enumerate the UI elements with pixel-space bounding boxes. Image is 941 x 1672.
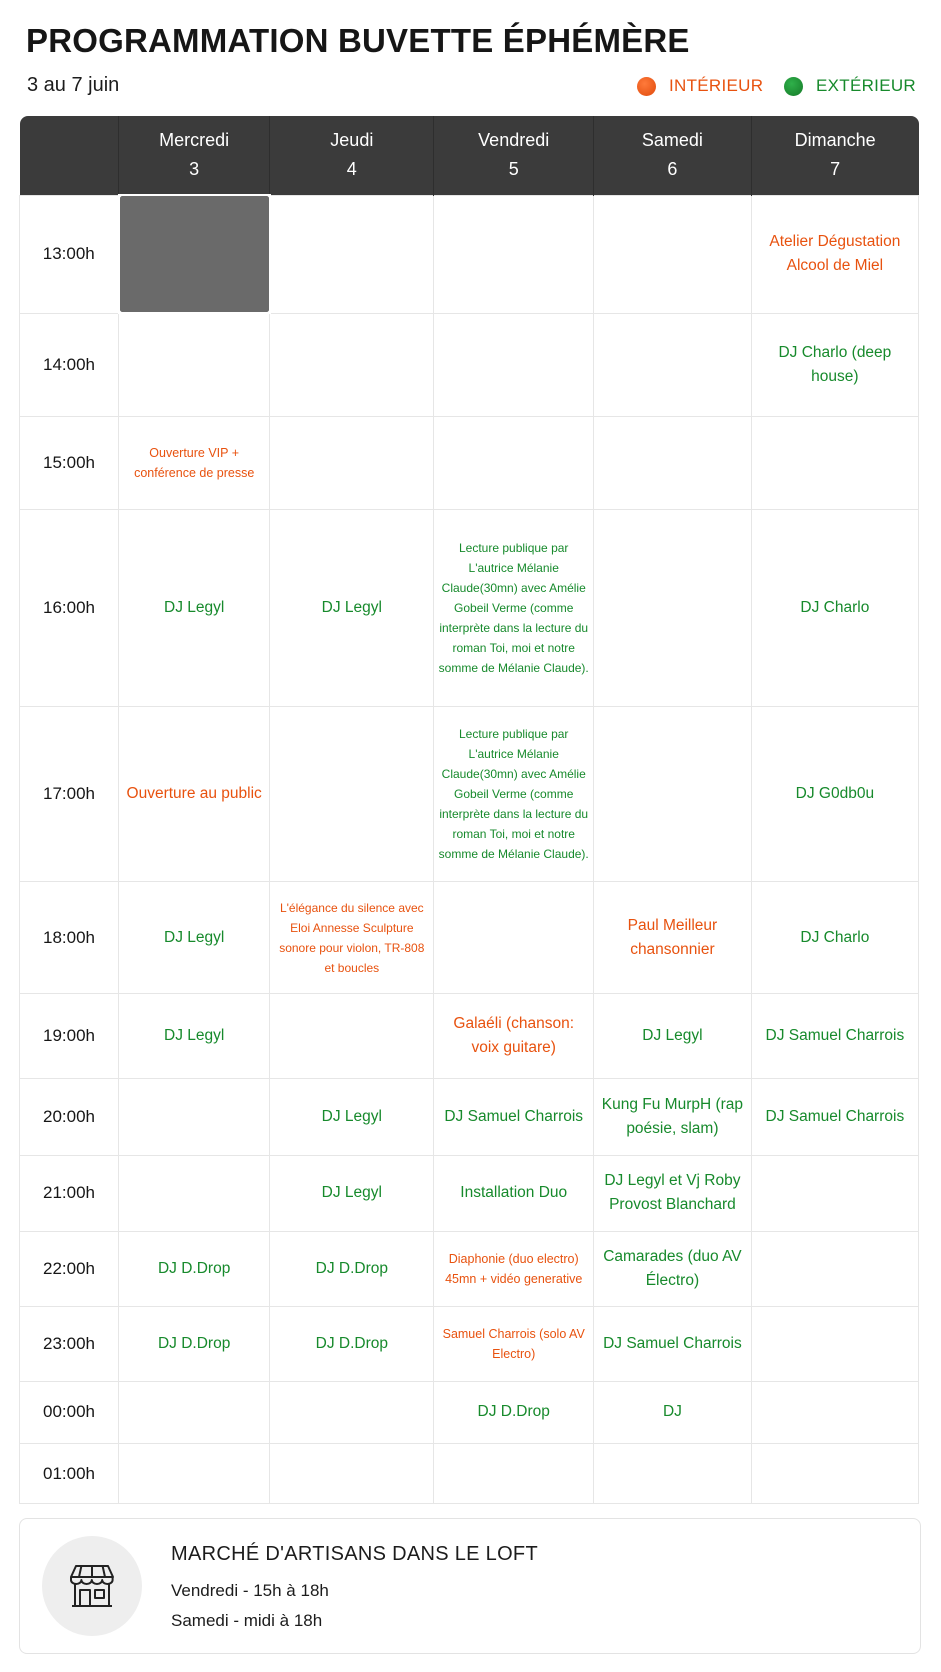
event-cell: Lecture publique par L'autrice Mélanie Claude(30mn) avec Amélie Gobeil Verme (comme interprète dans la lecture du roman Toi, moi et notre somme de Mélanie Claude). <box>434 510 594 707</box>
event-cell: DJ D.Drop <box>270 1307 434 1381</box>
green-dot-icon <box>784 77 803 96</box>
event-cell: DJ <box>594 1381 752 1444</box>
empty-slot <box>594 1444 752 1504</box>
legend-interior-label: INTÉRIEUR <box>669 76 764 95</box>
day-number: 6 <box>667 159 678 180</box>
event-cell: DJ Legyl et Vj Roby Provost Blanchard <box>594 1156 752 1232</box>
event-cell: DJ Samuel Charrois <box>751 1079 918 1156</box>
event-cell: DJ Charlo <box>751 881 918 994</box>
legend-exterior <box>784 76 916 96</box>
event-cell: DJ Samuel Charrois <box>434 1079 594 1156</box>
event-cell: Samuel Charrois (solo AV Electro) <box>434 1307 594 1381</box>
hour-row-01 <box>20 1444 919 1504</box>
empty-slot <box>119 1381 270 1444</box>
empty-slot <box>270 707 434 881</box>
hour-row-14 <box>20 313 919 416</box>
event-cell: Paul Meilleur chansonnier <box>594 881 752 994</box>
event-cell: DJ Legyl <box>119 881 270 994</box>
event-cell: DJ Charlo <box>751 510 918 707</box>
event-cell: DJ Legyl <box>270 1079 434 1156</box>
event-cell: DJ D.Drop <box>119 1231 270 1307</box>
empty-slot <box>434 195 594 313</box>
day-number: 7 <box>830 159 841 180</box>
empty-slot <box>751 416 918 510</box>
day-header-dimanche <box>751 116 918 195</box>
hour-row-20 <box>20 1079 919 1156</box>
time-label: 23:00h <box>20 1307 119 1381</box>
empty-slot <box>270 994 434 1079</box>
time-label: 21:00h <box>20 1156 119 1232</box>
event-cell: DJ Legyl <box>594 994 752 1079</box>
time-label: 20:00h <box>20 1079 119 1156</box>
time-label: 14:00h <box>20 313 119 416</box>
event-cell: Kung Fu MurpH (rap poésie, slam) <box>594 1079 752 1156</box>
empty-slot <box>270 195 434 313</box>
empty-slot <box>751 1231 918 1307</box>
market-icon-badge <box>42 1536 142 1636</box>
event-cell: DJ Legyl <box>270 510 434 707</box>
day-number: 4 <box>346 159 357 180</box>
day-header-mercredi <box>119 116 270 195</box>
event-cell: Lecture publique par L'autrice Mélanie Claude(30mn) avec Amélie Gobeil Verme (comme interprète dans la lecture du roman Toi, moi et notre somme de Mélanie Claude). <box>434 707 594 881</box>
day-name: Jeudi <box>330 130 374 151</box>
hour-row-22 <box>20 1231 919 1307</box>
event-cell: Atelier Dégustation Alcool de Miel <box>751 195 918 313</box>
time-label: 00:00h <box>20 1381 119 1444</box>
market-hours-saturday: Samedi - midi à 18h <box>171 1611 323 1630</box>
empty-slot <box>119 1444 270 1504</box>
empty-slot <box>594 313 752 416</box>
orange-dot-icon <box>637 77 656 96</box>
event-cell: DJ G0db0u <box>751 707 918 881</box>
day-header-vendredi <box>434 116 594 195</box>
day-name: Vendredi <box>478 130 550 151</box>
time-label: 16:00h <box>20 510 119 707</box>
legend-exterior-label: EXTÉRIEUR <box>816 76 916 95</box>
market-hours-friday: Vendredi - 15h à 18h <box>171 1581 329 1600</box>
empty-slot <box>434 313 594 416</box>
empty-slot <box>594 416 752 510</box>
day-name: Samedi <box>641 130 703 151</box>
event-cell: Camarades (duo AV Électro) <box>594 1231 752 1307</box>
page-title: PROGRAMMATION BUVETTE ÉPHÉMÈRE <box>26 22 690 59</box>
day-number: 5 <box>508 159 519 180</box>
event-cell: DJ Legyl <box>119 994 270 1079</box>
empty-slot <box>751 1381 918 1444</box>
date-range: 3 au 7 juin <box>27 74 120 96</box>
empty-slot <box>270 416 434 510</box>
empty-slot <box>434 1444 594 1504</box>
empty-slot <box>751 1156 918 1232</box>
time-label: 18:00h <box>20 881 119 994</box>
hour-row-16 <box>20 510 919 707</box>
event-cell: L'élégance du silence avec Eloi Annesse Sculpture sonore pour violon, TR-808 et boucles <box>270 881 434 994</box>
hour-row-13 <box>20 195 919 313</box>
event-cell: DJ Legyl <box>270 1156 434 1232</box>
day-name: Mercredi <box>159 130 230 150</box>
event-cell: DJ D.Drop <box>270 1231 434 1307</box>
market-title: MARCHÉ D'ARTISANS DANS LE LOFT <box>171 1543 538 1565</box>
artisan-market-card <box>19 1518 921 1654</box>
event-cell: DJ Samuel Charrois <box>594 1307 752 1381</box>
empty-slot <box>594 707 752 881</box>
time-label: 13:00h <box>20 195 119 313</box>
time-label: 19:00h <box>20 994 119 1079</box>
hour-row-17 <box>20 707 919 881</box>
event-cell: Ouverture au public <box>119 707 270 881</box>
empty-slot <box>751 1444 918 1504</box>
event-cell: DJ D.Drop <box>119 1307 270 1381</box>
time-label: 17:00h <box>20 707 119 881</box>
day-header-samedi <box>594 116 752 195</box>
hour-row-21 <box>20 1156 919 1232</box>
event-cell: DJ Legyl <box>119 510 270 707</box>
event-cell: DJ D.Drop <box>434 1381 594 1444</box>
empty-slot <box>119 313 270 416</box>
time-label: 01:00h <box>20 1444 119 1504</box>
schedule-table <box>19 116 919 1504</box>
event-cell: Diaphonie (duo electro) 45mn + vidéo generative <box>434 1231 594 1307</box>
placeholder-block <box>119 195 270 313</box>
empty-slot <box>434 416 594 510</box>
hour-row-23 <box>20 1307 919 1381</box>
empty-slot <box>270 1381 434 1444</box>
empty-slot <box>270 1444 434 1504</box>
hour-row-18 <box>20 881 919 994</box>
empty-slot <box>434 881 594 994</box>
day-header-jeudi <box>270 116 434 195</box>
hour-row-15 <box>20 416 919 510</box>
empty-slot <box>119 1079 270 1156</box>
empty-slot <box>119 1156 270 1232</box>
day-header-row <box>20 116 919 195</box>
day-name: Dimanche <box>794 130 876 151</box>
time-label: 22:00h <box>20 1231 119 1307</box>
event-cell: Ouverture VIP + conférence de presse <box>119 416 270 510</box>
empty-slot <box>270 313 434 416</box>
corner-cell <box>20 116 119 195</box>
empty-slot <box>594 195 752 313</box>
hour-row-19 <box>20 994 919 1079</box>
empty-slot <box>751 1307 918 1381</box>
event-cell: Installation Duo <box>434 1156 594 1232</box>
legend-interior <box>637 76 763 96</box>
day-number: 3 <box>189 159 200 179</box>
event-cell: DJ Charlo (deep house) <box>751 313 918 416</box>
time-label: 15:00h <box>20 416 119 510</box>
event-cell: DJ Samuel Charrois <box>751 994 918 1079</box>
hour-row-00 <box>20 1381 919 1444</box>
market-stall-icon <box>66 1560 118 1612</box>
empty-slot <box>594 510 752 707</box>
event-cell: Galaéli (chanson: voix guitare) <box>434 994 594 1079</box>
